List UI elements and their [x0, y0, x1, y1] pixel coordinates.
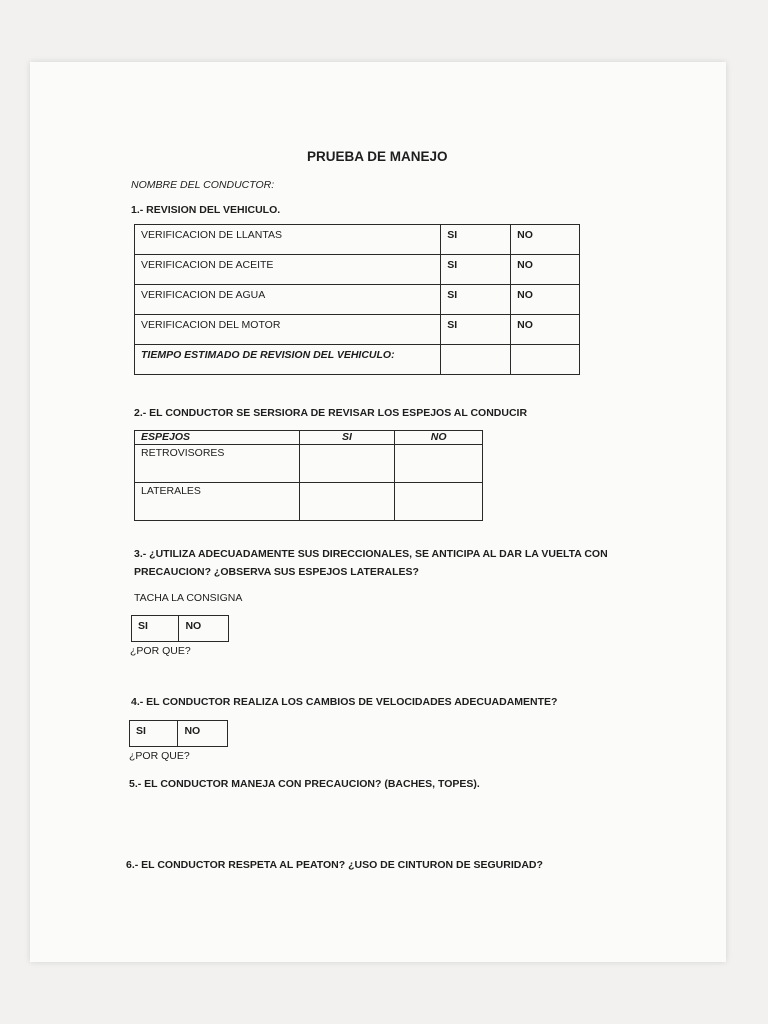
table-row [135, 345, 580, 375]
yes-option[interactable]: SI [130, 721, 178, 747]
yes-cell: SI [441, 255, 511, 285]
page-title: PRUEBA DE MANEJO [307, 149, 448, 164]
check-item: VERIFICACION DE LLANTAS [135, 225, 441, 255]
table-row [135, 445, 483, 483]
q4-why-label: ¿POR QUE? [129, 750, 190, 762]
table-row [135, 315, 580, 345]
table-header-row [135, 431, 483, 445]
q2-heading: 2.- EL CONDUCTOR SE SERSIORA DE REVISAR LOS ESPEJOS AL CONDUCIR [134, 407, 528, 419]
document-page [30, 62, 726, 962]
check-item: VERIFICACION DE AGUA [135, 285, 441, 315]
table-row [135, 285, 580, 315]
no-cell: NO [511, 255, 580, 285]
yes-column-header: SI [299, 431, 395, 445]
check-item: VERIFICACION DE ACEITE [135, 255, 441, 285]
q4-answer-boxes [129, 720, 228, 747]
yes-option[interactable]: SI [132, 616, 179, 642]
empty-cell [299, 483, 395, 521]
q3-answer-boxes [131, 615, 229, 642]
q3-heading-line1: 3.- ¿UTILIZA ADECUADAMENTE SUS DIRECCIONALES, SE ANTICIPA AL DAR LA VUELTA CON [134, 548, 608, 560]
yes-cell: SI [441, 225, 511, 255]
q3-heading-line2: PRECAUCION? ¿OBSERVA SUS ESPEJOS LATERALES? [134, 566, 419, 578]
empty-cell [441, 345, 511, 375]
estimated-time-label: TIEMPO ESTIMADO DE REVISION DEL VEHICULO: [135, 345, 441, 375]
mirrors-column-header: ESPEJOS [135, 431, 300, 445]
no-cell: NO [511, 225, 580, 255]
driver-name-label: NOMBRE DEL CONDUCTOR: [131, 179, 275, 191]
mirror-type: RETROVISORES [135, 445, 300, 483]
empty-cell [395, 483, 483, 521]
q3-instruction: TACHA LA CONSIGNA [134, 592, 243, 604]
no-cell: NO [511, 285, 580, 315]
mirrors-table [134, 430, 483, 521]
q4-heading: 4.- EL CONDUCTOR REALIZA LOS CAMBIOS DE VELOCIDADES ADECUADAMENTE? [131, 696, 558, 708]
mirror-type: LATERALES [135, 483, 300, 521]
q1-heading: 1.- REVISION DEL VEHICULO. [131, 204, 281, 216]
yes-cell: SI [441, 315, 511, 345]
no-option[interactable]: NO [179, 616, 229, 642]
check-item: VERIFICACION DEL MOTOR [135, 315, 441, 345]
empty-cell [299, 445, 395, 483]
no-cell: NO [511, 315, 580, 345]
table-row [135, 225, 580, 255]
yes-cell: SI [441, 285, 511, 315]
no-option[interactable]: NO [178, 721, 228, 747]
table-row [135, 483, 483, 521]
q5-heading: 5.- EL CONDUCTOR MANEJA CON PRECAUCION? (BACHES, TOPES). [129, 778, 480, 790]
no-column-header: NO [395, 431, 483, 445]
q3-why-label: ¿POR QUE? [130, 645, 191, 657]
table-row [135, 255, 580, 285]
q6-heading: 6.- EL CONDUCTOR RESPETA AL PEATON? ¿USO DE CINTURON DE SEGURIDAD? [126, 859, 543, 871]
empty-cell [395, 445, 483, 483]
table-row [130, 721, 228, 747]
empty-cell [511, 345, 580, 375]
vehicle-check-table [134, 224, 580, 375]
table-row [132, 616, 229, 642]
